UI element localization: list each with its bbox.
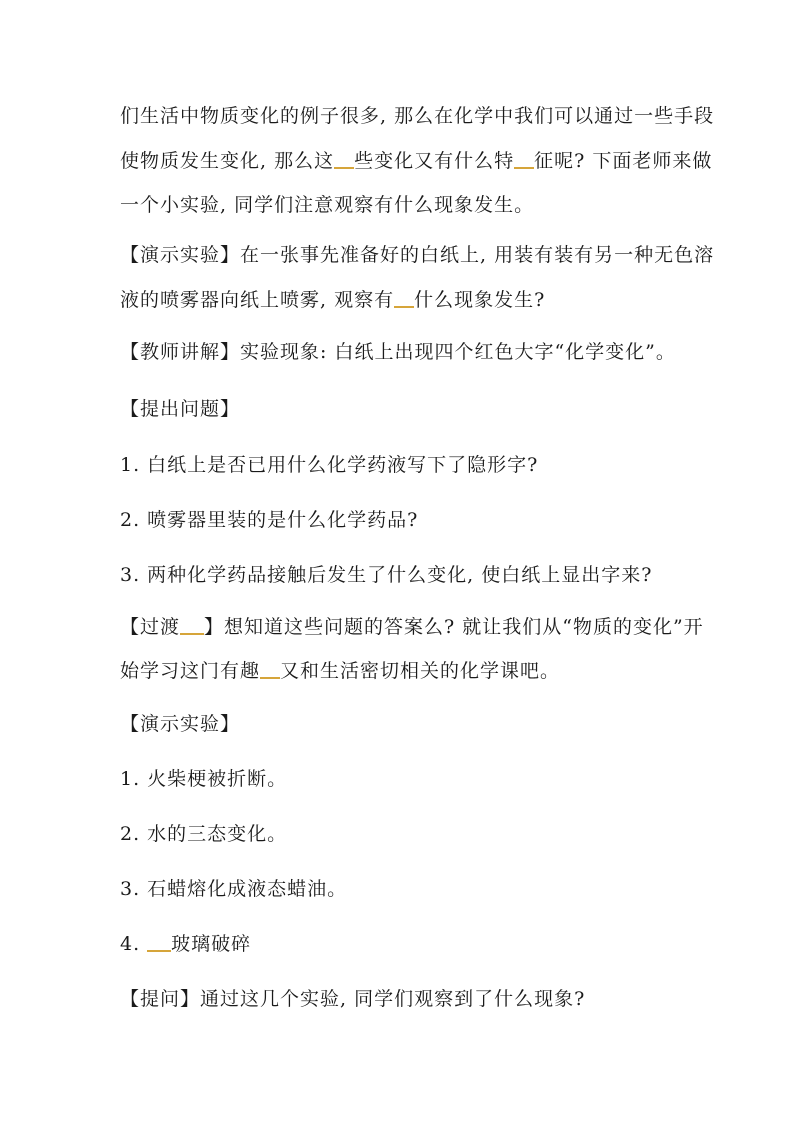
fill-blank — [334, 149, 354, 169]
list-item — [120, 877, 680, 901]
text: 【演示实验】在一张事先准备好的白纸上, 用装有装有另一种无色溶 — [120, 244, 715, 266]
text: 玻璃破碎 — [171, 933, 252, 955]
section-heading — [120, 712, 680, 736]
text: 【教师讲解】实验现象: 白纸上出现四个红色大字“化学变化”。 — [120, 341, 676, 363]
text: 】想知道这些问题的答案么? 就让我们从“物质的变化”开 — [204, 616, 704, 638]
fill-blank — [394, 288, 414, 308]
paragraph-line — [120, 243, 715, 267]
fill-blank — [180, 615, 204, 635]
text: 1. 白纸上是否已用什么化学药液写下了隐形字? — [120, 454, 539, 476]
list-item — [120, 453, 680, 477]
list-item — [120, 932, 680, 956]
text: 征呢? 下面老师来做 — [534, 150, 713, 172]
list-item — [120, 767, 680, 791]
text: 些变化又有什么特 — [354, 150, 515, 172]
section-heading — [120, 397, 680, 421]
paragraph-line — [120, 193, 680, 217]
list-item — [120, 822, 680, 846]
text: 使物质发生变化, 那么这 — [120, 150, 335, 172]
text: 【提问】通过这几个实验, 同学们观察到了什么现象? — [120, 988, 586, 1010]
text: 【演示实验】 — [120, 713, 241, 735]
text: 又和生活密切相关的化学课吧。 — [280, 660, 561, 682]
paragraph-line — [120, 659, 680, 683]
list-item — [120, 563, 680, 587]
paragraph-line — [120, 104, 715, 128]
text: 3. 两种化学药品接触后发生了什么变化, 使白纸上显出字来? — [120, 564, 653, 586]
text: 一个小实验, 同学们注意观察有什么现象发生。 — [120, 194, 535, 216]
paragraph-line — [120, 288, 680, 312]
text: 【过渡 — [120, 616, 181, 638]
text: 【提出问题】 — [120, 398, 241, 420]
fill-blank — [514, 149, 534, 169]
paragraph-line — [120, 987, 680, 1011]
text: 3. 石蜡熔化成液态蜡油。 — [120, 878, 348, 900]
text: 液的喷雾器向纸上喷雾, 观察有 — [120, 289, 395, 311]
text: 2. 喷雾器里装的是什么化学药品? — [120, 509, 419, 531]
list-item — [120, 508, 680, 532]
paragraph-line — [120, 340, 680, 364]
paragraph-line — [120, 149, 713, 173]
text: 什么现象发生? — [414, 289, 546, 311]
text: 2. 水的三态变化。 — [120, 823, 288, 845]
paragraph-line — [120, 615, 704, 639]
text: 1. 火柴梗被折断。 — [120, 768, 288, 790]
text: 4. — [120, 933, 148, 955]
text: 始学习这门有趣 — [120, 660, 261, 682]
text: 们生活中物质变化的例子很多, 那么在化学中我们可以通过一些手段 — [120, 105, 715, 127]
fill-blank — [260, 659, 280, 679]
fill-blank — [147, 932, 171, 952]
